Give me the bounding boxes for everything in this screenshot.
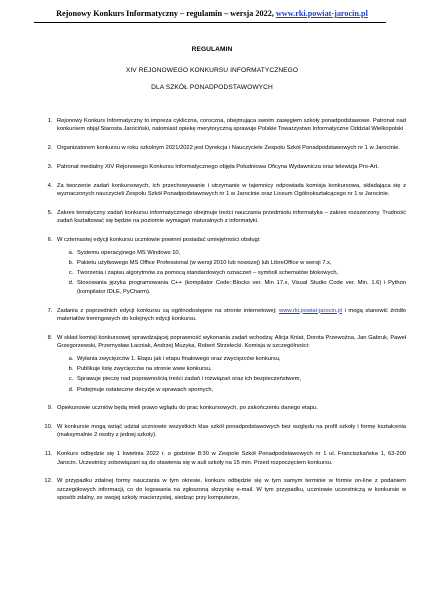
header-rule <box>34 22 386 23</box>
rule-item: 5. Zakres tematyczny zadań konkursu informatycznego obejmuje treści nauczania przedmiotu informatyka – zakres rozszerzony. Trudność zadań kształtować się będzie na poziomie wymagań maturalnych z informatyki. <box>54 209 406 226</box>
rule-item: 8. W skład komisji konkursowej sprawdzającej poprawność wykonania zadań wchodzą: Alicja Kniat, Dorota Przewoźna, Jan Gabruk, Paweł Grzegorzewski, Przemysław Łacniak, Andrzej Muzyka, Robert Strzelecki. Komisja w szczególności: a. Wyłania zwycięzców 1. Etapu jak i etapu finałowego oraz zwycięzców konkursu, b. Publikuje listę zwycięzców na stronie www konkursu, c. Sprawuje pieczę nad poprawnością treści zadań i rozwiązań oraz ich bezpieczeństwem, d. Podejmuje ostateczne decyzje w sprawach spornych, <box>54 334 406 394</box>
document-title: REGULAMIN <box>191 46 233 53</box>
sub-item: b. Pakietu użytkowego MS Office Professional (w wersji 2010 lub nowszej) lub LibreOffice w wersji 7.x, <box>75 259 406 267</box>
commission-sublist <box>57 355 406 394</box>
sub-item: d. Stosowania języka programowania C++ (kompilator Code::Blocks ver. Min 17.x, Visual Studio Code ver. Min. 1.6) i Python (kompilator IDLE, PyCharm). <box>75 279 406 296</box>
rule-item: 7. Zadania z poprzednich edycji konkursu są ogólnodostępne na stronie internetowej: www.rki.powiat-jarocin.pl i mogą stanowić źródło materiałów treningowych do kolejnych edycji konkursu. <box>54 307 406 324</box>
page-header <box>0 9 424 18</box>
rule-item: 4. Za tworzenie zadań konkursowych, ich przechowywanie i utrzymanie w tajemnicy odpowiada komisja konkursowa, składająca się z wyznaczonych nauczycieli Zespołu Szkół Ponadpodstawowych nr 1 w Jarocinie oraz Liceum Ogólnokształcącego nr 1 w Jarocinie. <box>54 182 406 199</box>
sub-item: a. Wyłania zwycięzców 1. Etapu jak i etapu finałowego oraz zwycięzców konkursu, <box>75 355 406 363</box>
sub-item: c. Tworzenia i zapisu algorytmów za pomocą standardowych oznaczeń – symboli schematów blokowych, <box>75 269 406 277</box>
sub-item: c. Sprawuje pieczę nad poprawnością treści zadań i rozwiązań oraz ich bezpieczeństwem, <box>75 375 406 383</box>
rule-item: 1. Rejonowy Konkurs Informatyczny to impreza cykliczna, coroczna, obejmująca swoim zasięgiem szkoły ponadpodstawowe. Patronat nad konkursem objął Starosta Jarociński, natomiast opiekę merytoryczną sprawuje Polskie Towarzystwo Informatyczne Oddział Wielkopolski <box>54 117 406 134</box>
sub-item: d. Podejmuje ostateczne decyzje w sprawach spornych, <box>75 386 406 394</box>
contest-website-link[interactable]: www.rki.powiat-jarocin.pl <box>279 307 342 314</box>
header-text: Rejonowy Konkurs Informatyczny – regulamin – wersja 2022, <box>56 9 276 18</box>
sub-item: b. Publikuje listę zwycięzców na stronie www konkursu, <box>75 365 406 373</box>
rule-item: 6. W czternastej edycji konkursu uczniowie powinni posiadać umiejętności obsługi: a. Systemu operacyjnego MS Windows 10, b. Pakietu użytkowego MS Office Professional (w wersji 2010 lub nowszej) lub LibreOffice w wersji 7.x, c. Tworzenia i zapisu algorytmów za pomocą standardowych oznaczeń – symboli schematów blokowych, d. Stosowania języka programowania C++ (kompilator Code::Blocks ver. Min 17.x, Visual Studio Code ver. Min. 1.6) i Python (kompilator IDLE, PyCharm). <box>54 236 406 296</box>
rule-item: 10. W konkursie mogą wziąć udział uczniowie wszystkich klas szkół ponadpodstawowych bez względu na profil szkoły i formę kształcenia (maksymalnie 2 osoby z jednej szkoły). <box>54 423 406 440</box>
contest-name: XIV REJONOWEGO KONKURSU INFORMATYCZNEGO <box>125 67 299 74</box>
header-link[interactable]: www.rki.powiat-jarocin.pl <box>275 9 368 18</box>
rules-list <box>36 117 406 513</box>
contest-audience: DLA SZKÓŁ PONADPODSTAWOWYCH <box>151 84 273 91</box>
rule-item: 3. Patronat medialny XIV Rejonowego Konkursu Informatycznego objęła Południowa Oficyna Wydawnicza oraz telewizja Pro-Art. <box>54 163 406 171</box>
rule-item: 9. Opiekunowie uczniów będą mieli prawo wglądu do prac konkursowych, po zakończeniu danego etapu. <box>54 404 406 412</box>
rule-item: 12. W przypadku zdalnej formy nauczania w tym okresie, konkurs odbędzie się w tym samym terminie w formie on-line z podaniem szczegółowych informacji, co do logowania na zgłoszoną skrzynkę e-mail. W tym przypadku, uczniowie uczestniczą w konkursie w sposób zdalny, ze swojej szkoły macierzystej, siedząc przy komputerze, <box>54 477 406 502</box>
sub-item: a. Systemu operacyjnego MS Windows 10, <box>75 249 406 257</box>
rule-item: 2. Organizatorem konkursu w roku szkolnym 2021/2022 jest Dyrekcja i Nauczyciele Zespołu Szkół Ponadpodstawowych nr 1 w Jarocinie. <box>54 144 406 152</box>
rule-item: 11. Konkurs odbędzie się 1 kwietnia 2022 r. o godzinie 8:30 w Zespole Szkół Ponadpodstawowych nr 1 ul. Franciszkańska 1, 63-200 Jarocin. Uczestnicy zobowiązani są do stawienia się w auli szkoły na 15 min. Przed rozpoczęciem konkursu. <box>54 450 406 467</box>
skills-sublist <box>57 249 406 296</box>
